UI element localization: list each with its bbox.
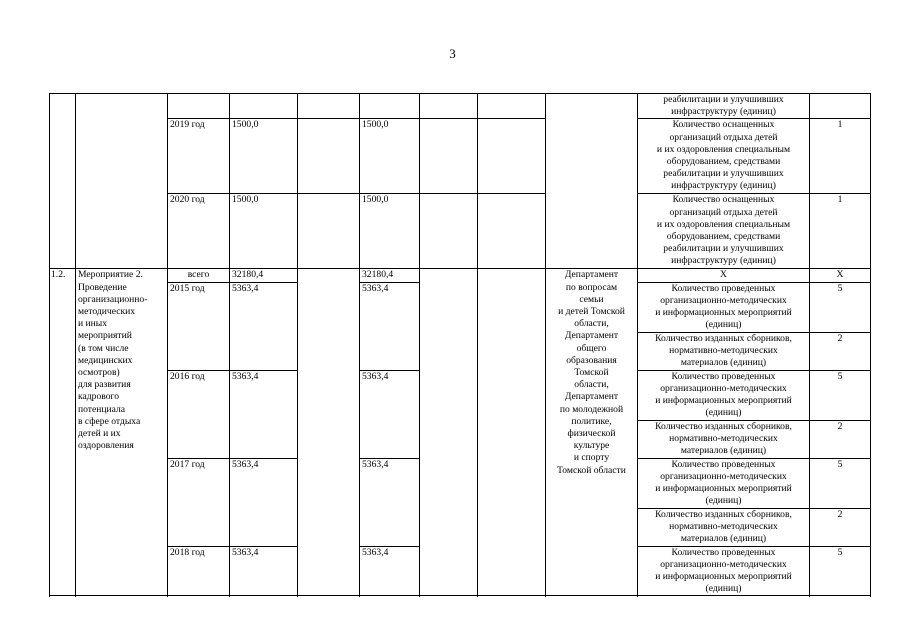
cell-federal [298,94,360,119]
cell-federal [298,194,360,269]
cell-indicator: Количество проведенных организационно-методических и информационных мероприятий (единиц) [638,458,810,508]
cell-regional [360,94,420,119]
table-row [50,194,871,269]
cell-total: 5363,4 [230,458,298,546]
cell-year: 2016 год [168,370,230,458]
cell-year [168,94,230,119]
table-row [50,269,871,282]
cell-regional: 5363,4 [360,458,420,546]
cell-year: 2015 год [168,282,230,370]
cell-value: Х [810,269,871,282]
cell-value: 5 [810,458,871,508]
cell-indicator: Количество оснащенных организаций отдыха детей и их оздоровления специальным оборудованием, средствами реабилитации и улучшивших инфраструктуру (единиц) [638,119,810,194]
cell-regional: 32180,4 [360,269,420,282]
cell-federal [298,269,360,596]
cell-other [478,94,546,119]
cell-value [810,94,871,119]
cell-year: всего [168,269,230,282]
cell-value: 5 [810,546,871,596]
cell-indicator: Количество проведенных организационно-методических и информационных мероприятий (единиц) [638,370,810,420]
cell-indicator: Количество изданных сборников, нормативно-методических материалов (единиц) [638,508,810,546]
cell-total: 5363,4 [230,546,298,596]
page-number: 3 [449,46,456,61]
cell-regional: 5363,4 [360,370,420,458]
cell-executor [546,94,638,269]
cell-measure-name: Мероприятие 2. Проведение организационно- методических и иных мероприятий (в том числе медицинских осмотров) для развития кадрового потенциала в сфере отдыха детей и их оздоровления [76,269,168,596]
cell-other [478,119,546,194]
cell-indicator: Количество изданных сборников, нормативно-методических материалов (единиц) [638,420,810,458]
cell-value: 2 [810,332,871,370]
cell-local [420,269,478,596]
cell-regional: 5363,4 [360,282,420,370]
cell-total: 32180,4 [230,269,298,282]
cell-local [420,194,478,269]
cell-local [420,119,478,194]
cell-regional: 1500,0 [360,194,420,269]
cell-other [478,269,546,596]
cell-value: 1 [810,119,871,194]
cell-indicator: Х [638,269,810,282]
cell-year: 2018 год [168,546,230,596]
cell-local [420,94,478,119]
cell-regional: 5363,4 [360,546,420,596]
cell-total: 5363,4 [230,370,298,458]
cell-number [50,94,76,269]
cell-indicator: Количество оснащенных организаций отдыха детей и их оздоровления специальным оборудованием, средствами реабилитации и улучшивших инфраструктуру (единиц) [638,194,810,269]
table-row [50,119,871,194]
cell-total: 1500,0 [230,194,298,269]
cell-executor: Департамент по вопросам семьи и детей Томской области, Департамент общего образования Томской области, Департамент по молодежной политике, физической культуре и спорту Томской области [546,269,638,596]
program-table [49,93,871,596]
cell-year: 2017 год [168,458,230,546]
cell-total: 5363,4 [230,282,298,370]
cell-federal [298,119,360,194]
cell-other [478,194,546,269]
cell-value: 2 [810,420,871,458]
cell-total: 1500,0 [230,119,298,194]
cell-indicator: Количество проведенных организационно-методических и информационных мероприятий (единиц) [638,282,810,332]
cell-value: 1 [810,194,871,269]
table-row [50,94,871,119]
cell-indicator: Количество изданных сборников, нормативно-методических материалов (единиц) [638,332,810,370]
cell-value: 2 [810,508,871,546]
cell-number: 1.2. [50,269,76,596]
cell-regional: 1500,0 [360,119,420,194]
cell-indicator: Количество проведенных организационно-методических и информационных мероприятий (единиц) [638,546,810,596]
cell-value: 5 [810,370,871,420]
cell-year: 2020 год [168,194,230,269]
cell-value: 5 [810,282,871,332]
cell-measure-name [76,94,168,269]
cell-total [230,94,298,119]
cell-indicator: реабилитации и улучшивших инфраструктуру (единиц) [638,94,810,119]
cell-year: 2019 год [168,119,230,194]
